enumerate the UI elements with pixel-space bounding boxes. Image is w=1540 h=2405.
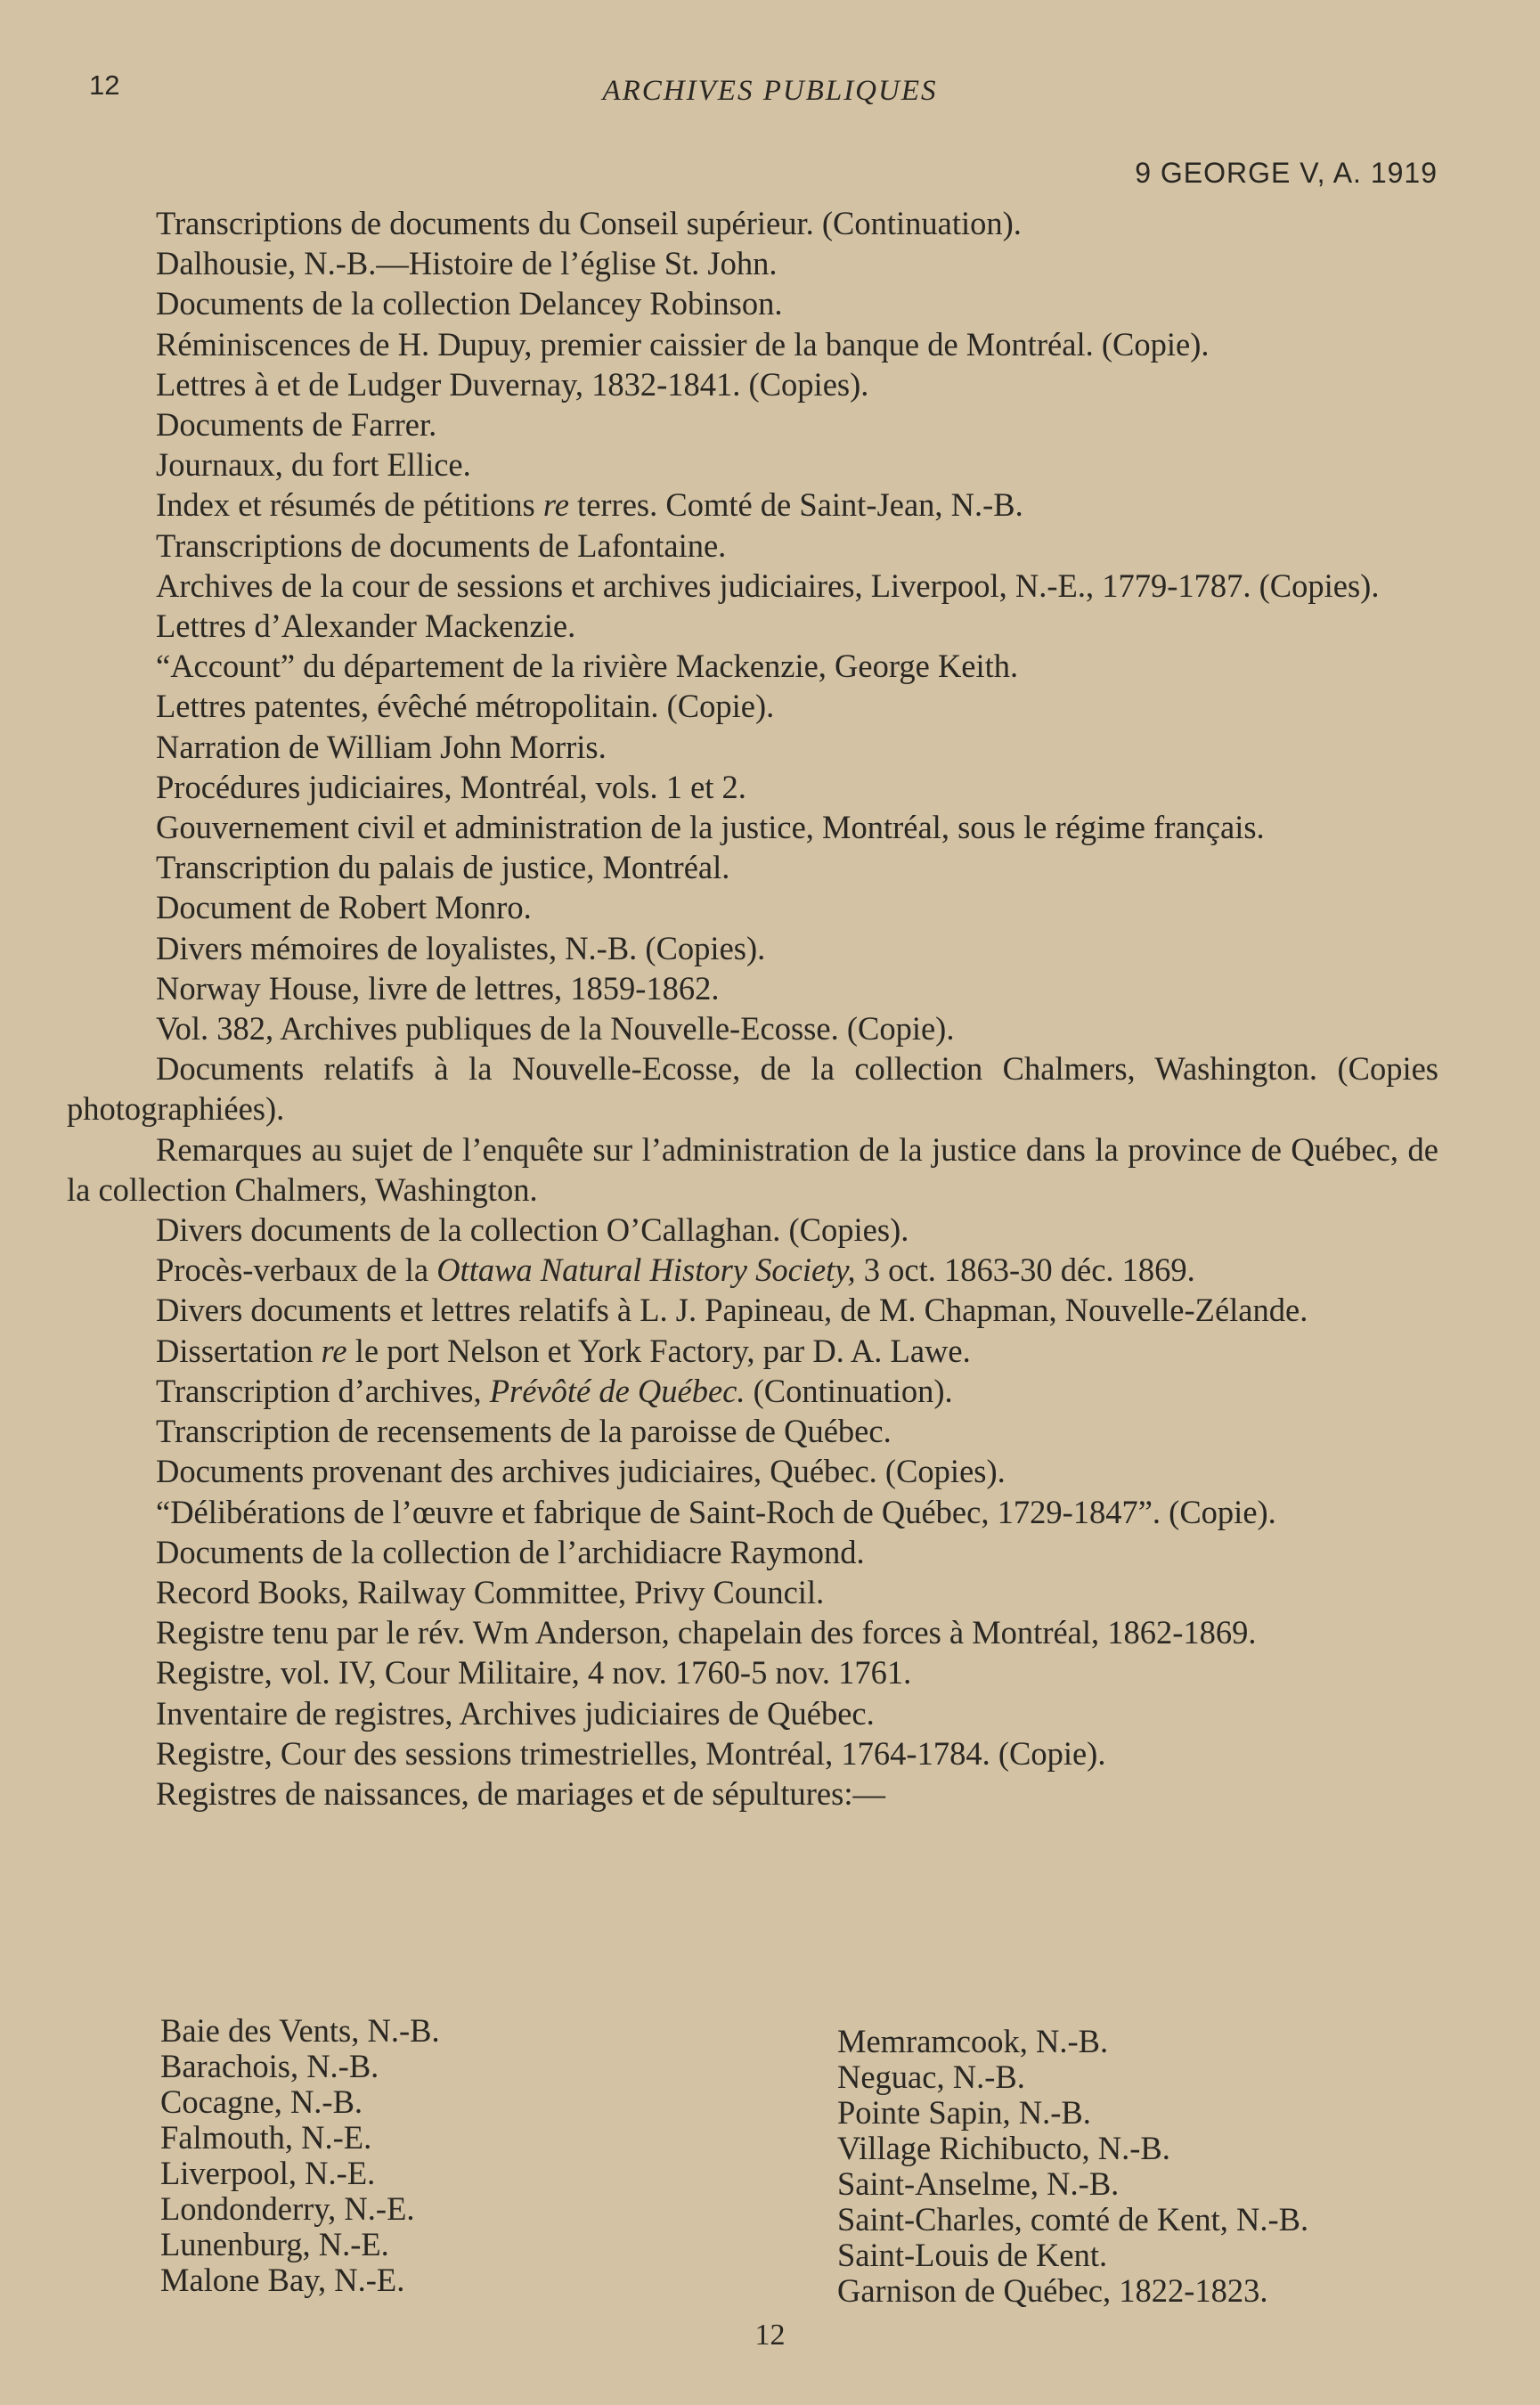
document-entry (67, 968, 1438, 1008)
session-reference: 9 GEORGE V, A. 1919 (1135, 157, 1438, 189)
entry-text: Vol. 382, Archives publiques de la Nouvelle-Ecosse. (Copie). (156, 1010, 955, 1048)
registre-place: Liverpool, N.-E. (160, 2155, 376, 2191)
registre-place: Malone Bay, N.-E. (160, 2262, 405, 2298)
document-entry (67, 526, 1438, 566)
document-entry (67, 404, 1438, 444)
document-entry (67, 1733, 1438, 1773)
entry-text: Procès-verbaux de la (156, 1251, 437, 1289)
document-list (67, 203, 1438, 1814)
registre-place: Barachois, N.-B. (160, 2048, 379, 2084)
document-entry (67, 1331, 1438, 1371)
entry-text: Transcription de recensements de la paroisse de Québec. (156, 1413, 892, 1450)
registre-place: Cocagne, N.-B. (160, 2083, 363, 2120)
document-entry (67, 1290, 1438, 1330)
entry-text: (Continuation). (745, 1372, 953, 1409)
document-entry (67, 686, 1438, 726)
document-entry (67, 1250, 1438, 1290)
document-entry (67, 1532, 1438, 1572)
running-title: ARCHIVES PUBLIQUES (602, 75, 938, 107)
entry-text: Transcription d’archives, (156, 1372, 490, 1409)
document-entry (67, 1048, 1438, 1129)
document-entry (67, 727, 1438, 767)
document-entry (67, 485, 1438, 525)
registre-place: Saint-Anselme, N.-B. (837, 2165, 1120, 2202)
registre-place: Baie des Vents, N.-B. (160, 2012, 440, 2049)
document-entry (67, 1008, 1438, 1048)
entry-text: “Account” du département de la rivière Mackenzie, George Keith. (156, 648, 1019, 685)
entry-text: Divers documents et lettres relatifs à L. J. Papineau, de M. Chapman, Nouvelle-Zélande. (156, 1292, 1308, 1329)
document-entry (67, 847, 1438, 887)
registres-right-column (837, 2024, 1308, 2309)
document-entry (67, 1411, 1438, 1451)
entry-text: Journaux, du fort Ellice. (156, 446, 471, 484)
entry-text: Registre, Cour des sessions trimestrielles, Montréal, 1764-1784. (Copie). (156, 1734, 1106, 1772)
entry-text: Narration de William John Morris. (156, 728, 607, 765)
entry-italic-text: Ottawa Natural History Society, (436, 1251, 856, 1289)
registre-place: Pointe Sapin, N.-B. (837, 2094, 1091, 2131)
entry-text: Document de Robert Monro. (156, 889, 532, 926)
entry-text: Lettres d’Alexander Mackenzie. (156, 607, 576, 645)
document-entry (67, 1693, 1438, 1733)
registre-place: Village Richibucto, N.-B. (837, 2130, 1170, 2166)
entry-text: terres. Comté de Saint-Jean, N.-B. (568, 486, 1023, 524)
entry-text: Documents provenant des archives judiciaires, Québec. (Copies). (156, 1453, 1006, 1490)
entry-text: Dalhousie, N.-B.—Histoire de l’église St. John. (156, 245, 778, 282)
entry-text: Divers documents de la collection O’Callaghan. (Copies). (156, 1211, 909, 1249)
entry-text: Documents relatifs à la Nouvelle-Ecosse, de la collection Chalmers, Washington. (Copies photographiées). (67, 1050, 1438, 1128)
document-entry (67, 1451, 1438, 1491)
document-entry (67, 203, 1438, 243)
entry-text: Documents de la collection de l’archidiacre Raymond. (156, 1533, 865, 1570)
entry-italic-text: re (321, 1332, 347, 1369)
entry-text: Procédures judiciaires, Montréal, vols. 1 et 2. (156, 768, 746, 805)
document-entry (67, 243, 1438, 283)
document-entry (67, 1612, 1438, 1652)
entry-text: Archives de la cour de sessions et archives judiciaires, Liverpool, N.-E., 1779-1787. (Copies). (156, 567, 1380, 604)
document-entry (67, 606, 1438, 646)
entry-text: Transcriptions de documents du Conseil supérieur. (Continuation). (156, 205, 1022, 241)
entry-text: Registres de naissances, de mariages et de sépultures:— (156, 1774, 885, 1812)
document-entry (67, 324, 1438, 364)
document-entry (67, 566, 1438, 606)
entry-text: Index et résumés de pétitions (156, 486, 543, 524)
entry-text: Inventaire de registres, Archives judiciaires de Québec. (156, 1694, 875, 1732)
registre-place: Garnison de Québec, 1822-1823. (837, 2272, 1268, 2309)
entry-text: “Délibérations de l’œuvre et fabrique de Saint-Roch de Québec, 1729-1847”. (Copie). (156, 1493, 1276, 1530)
document-entry (67, 283, 1438, 323)
entry-text: Transcription du palais de justice, Montréal. (156, 849, 730, 886)
entry-text: 3 oct. 1863-30 déc. 1869. (855, 1251, 1195, 1289)
entry-text: Lettres à et de Ludger Duvernay, 1832-1841. (Copies). (156, 365, 869, 403)
entry-text: Registre, vol. IV, Cour Militaire, 4 nov. 1760-5 nov. 1761. (156, 1654, 912, 1692)
document-entry (67, 767, 1438, 807)
document-entry (67, 887, 1438, 927)
entry-text: Gouvernement civil et administration de la justice, Montréal, sous le régime français. (156, 809, 1265, 846)
registre-place: Saint-Louis de Kent. (837, 2237, 1108, 2273)
entry-text: Divers mémoires de loyalistes, N.-B. (Copies). (156, 929, 766, 966)
page-number-top: 12 (89, 69, 120, 101)
registre-place: Neguac, N.-B. (837, 2059, 1025, 2095)
document-entry (67, 1492, 1438, 1532)
entry-text: Norway House, livre de lettres, 1859-1862. (156, 969, 720, 1007)
document-entry (67, 444, 1438, 485)
registre-place: Memramcook, N.-B. (837, 2023, 1109, 2059)
registres-columns (0, 2013, 1540, 2316)
entry-text: Registre tenu par le rév. Wm Anderson, chapelain des forces à Montréal, 1862-1869. (156, 1614, 1257, 1651)
entry-text: Remarques au sujet de l’enquête sur l’administration de la justice dans la province de Québec, de la collection Chalmers, Washington. (67, 1130, 1438, 1208)
entry-text: Documents de Farrer. (156, 406, 437, 444)
entry-text: le port Nelson et York Factory, par D. A. Lawe. (346, 1332, 971, 1369)
document-entry (67, 1652, 1438, 1692)
document-entry (67, 1129, 1438, 1210)
entry-text: Documents de la collection Delancey Robinson. (156, 285, 783, 322)
entry-italic-text: re (542, 486, 569, 524)
registres-left-column (160, 2013, 440, 2298)
document-entry (67, 1572, 1438, 1612)
entry-italic-text: Prévôté de Québec. (489, 1372, 746, 1409)
document-entry (67, 1210, 1438, 1250)
entry-text: Réminiscences de H. Dupuy, premier caissier de la banque de Montréal. (Copie). (156, 325, 1210, 363)
registre-place: Lunenburg, N.-E. (160, 2226, 389, 2262)
registre-place: Falmouth, N.-E. (160, 2119, 372, 2156)
document-entry (67, 1773, 1438, 1814)
document-entry (67, 646, 1438, 686)
document-entry (67, 807, 1438, 847)
registre-place: Londonderry, N.-E. (160, 2190, 415, 2227)
page-number-bottom: 12 (754, 2319, 786, 2352)
entry-text: Dissertation (156, 1332, 322, 1369)
entry-text: Lettres patentes, évêché métropolitain. (Copie). (156, 688, 775, 725)
document-entry (67, 928, 1438, 968)
entry-text: Record Books, Railway Committee, Privy Council. (156, 1573, 825, 1610)
document-entry (67, 364, 1438, 404)
document-entry (67, 1371, 1438, 1411)
registre-place: Saint-Charles, comté de Kent, N.-B. (837, 2201, 1309, 2238)
entry-text: Transcriptions de documents de Lafontaine. (156, 526, 727, 564)
